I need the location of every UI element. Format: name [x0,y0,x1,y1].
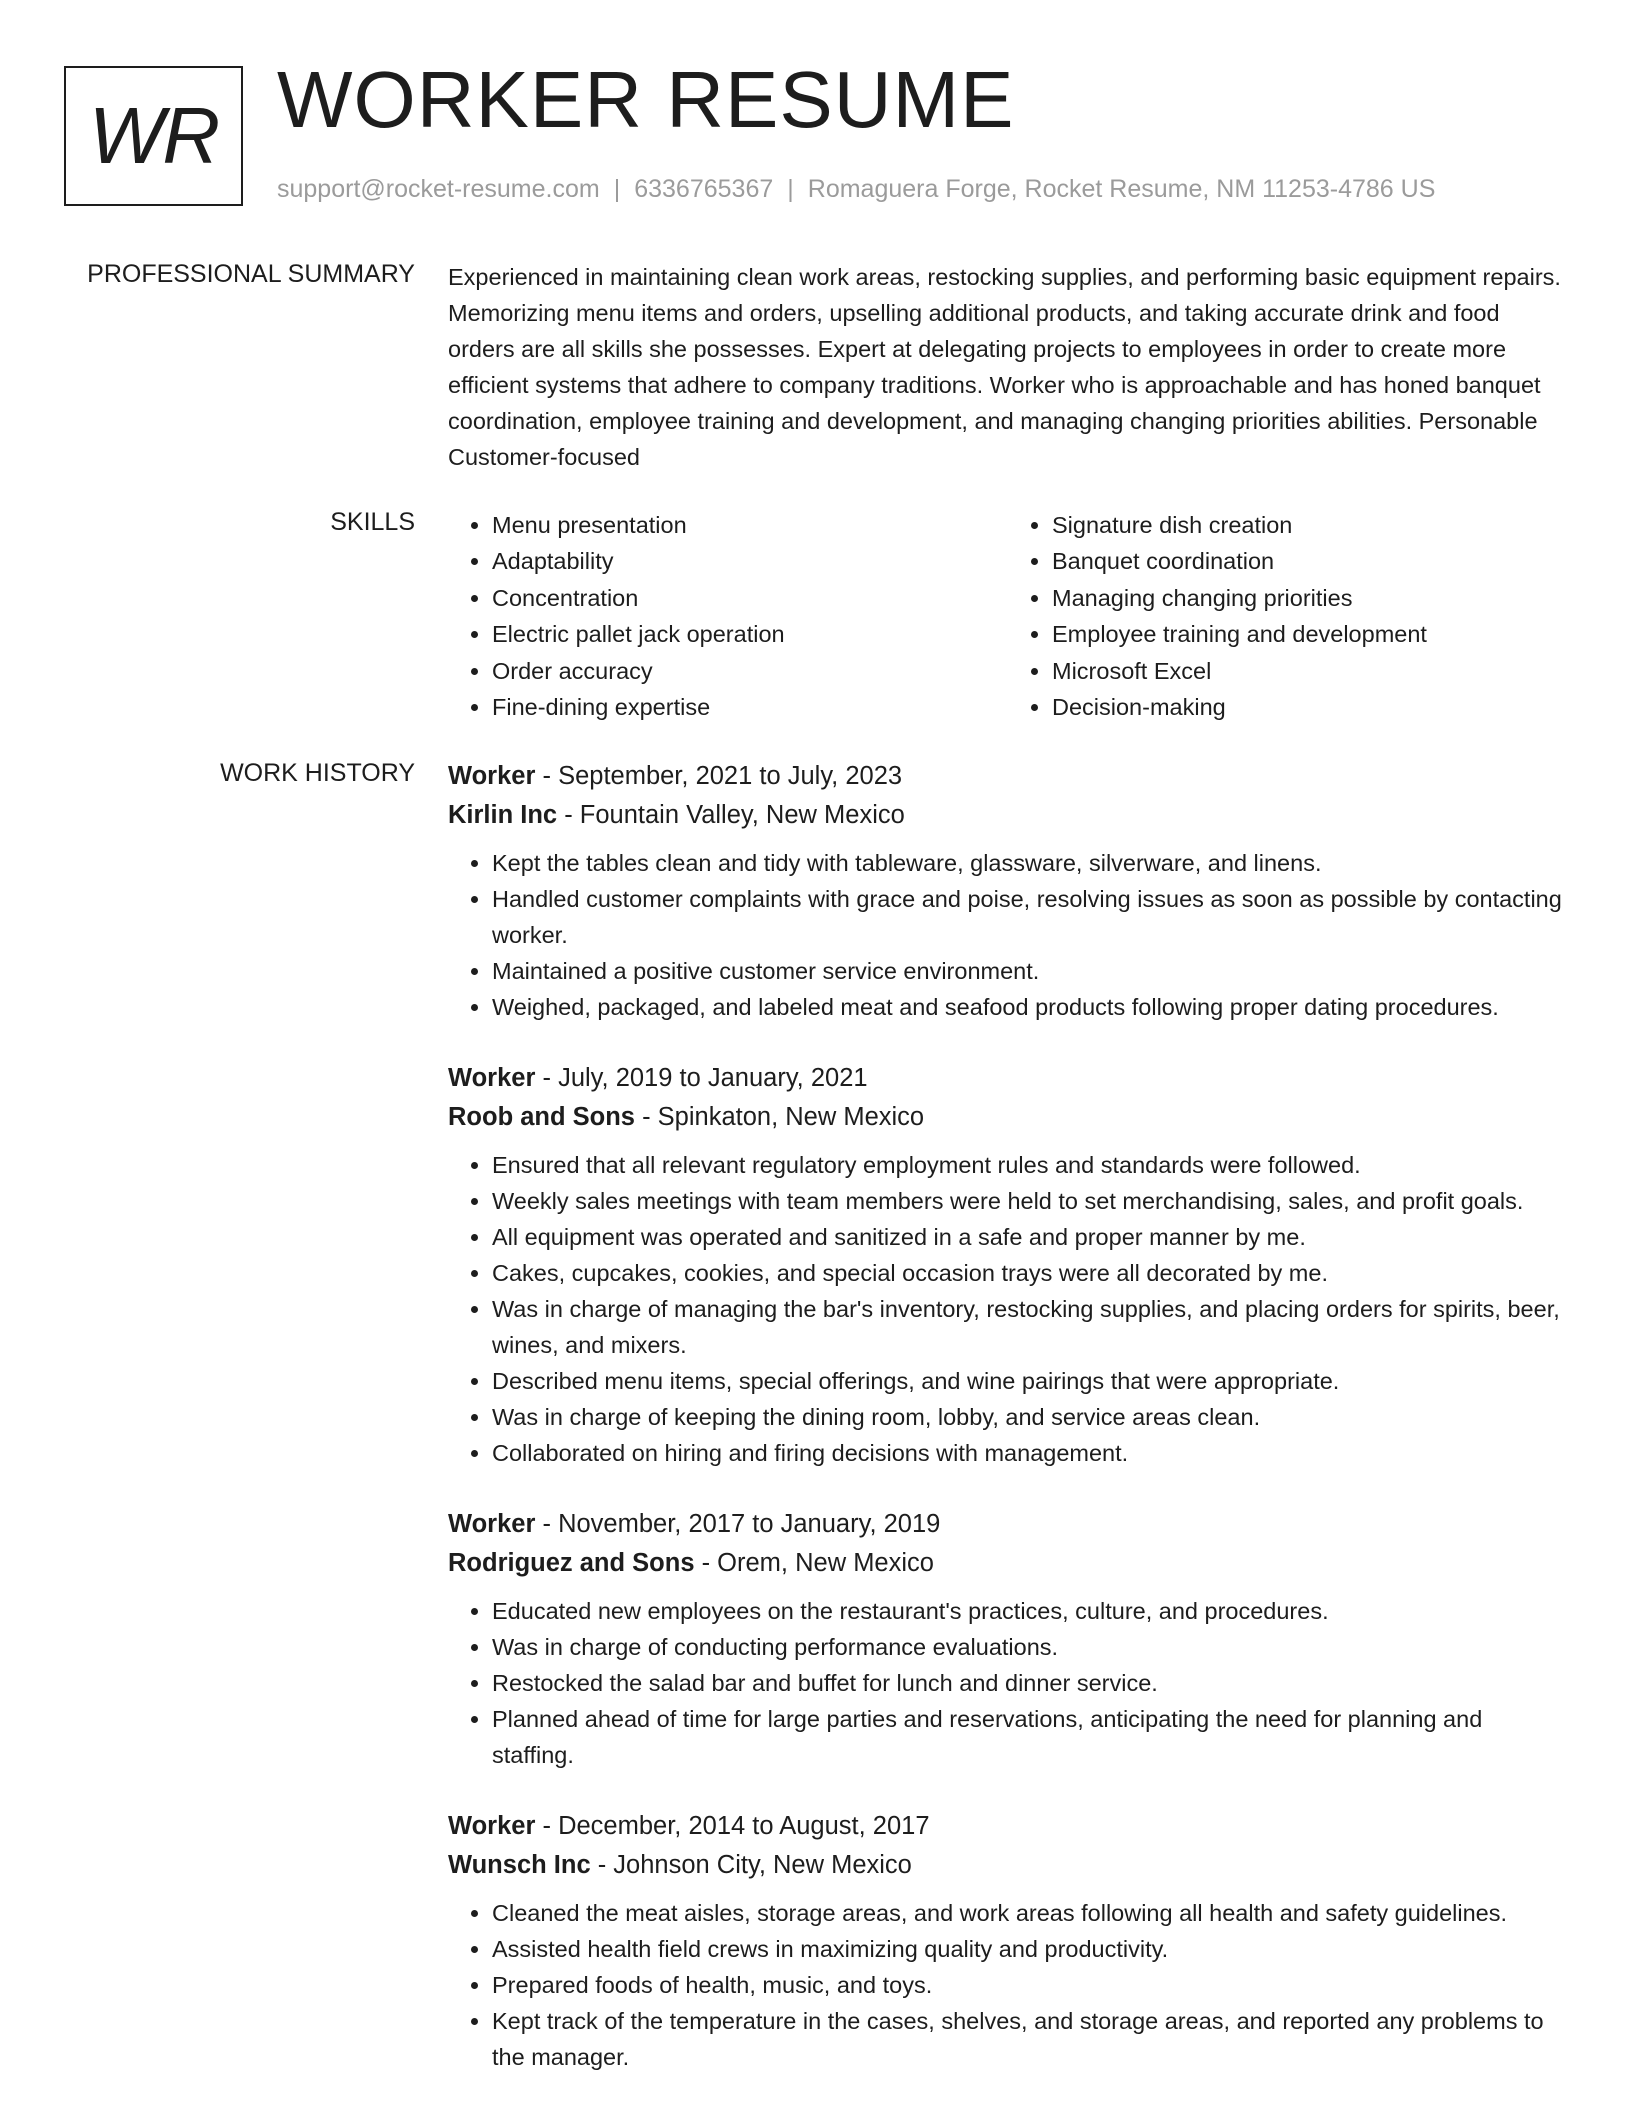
job-entry [448,1807,1568,2075]
job-bullet: • Kept track of the temperature in the cases, shelves, and storage areas, and reported any problems to the manager. [492,2003,1568,2075]
skills-column-right [1008,507,1568,725]
section-label-work-history: WORK HISTORY [220,759,415,787]
contact-phone: 6336765367 [634,175,774,203]
job-title-line [448,1059,1568,1098]
job-title: Worker [448,1510,536,1538]
job-company: Rodriguez and Sons [448,1549,695,1577]
job-company-line [448,1544,1568,1583]
job-bullet: • Cleaned the meat aisles, storage areas, and work areas following all health and safety guidelines. [492,1895,1568,1931]
job-bullet: • Educated new employees on the restaurant's practices, culture, and procedures. [492,1593,1568,1629]
job-entry [448,1505,1568,1773]
job-bullet: • Kept the tables clean and tidy with tableware, glassware, silverware, and linens. [492,845,1568,881]
contact-address: Romaguera Forge, Rocket Resume, NM 11253-4786 US [807,175,1436,203]
job-bullets [448,1593,1568,1773]
initials-monogram: WR [64,66,243,206]
job-location: - Orem, New Mexico [694,1549,934,1577]
skills-grid [448,507,1568,725]
job-bullet: • Prepared foods of health, music, and toys. [492,1967,1568,2003]
job-title: Worker [448,1812,536,1840]
job-company: Roob and Sons [448,1103,635,1131]
skill-item: • Managing changing priorities [1052,580,1568,616]
skill-item: • Order accuracy [492,653,1008,689]
job-bullet: • Cakes, cupcakes, cookies, and special occasion trays were all decorated by me. [492,1255,1568,1291]
skill-item: • Microsoft Excel [1052,653,1568,689]
contact-line [277,175,1435,204]
job-company-line [448,796,1568,835]
job-location: - Johnson City, New Mexico [590,1851,912,1879]
job-bullet: • Was in charge of managing the bar's inventory, restocking supplies, and placing orders for spirits, beer, wines, and mixers. [492,1291,1568,1363]
job-title: Worker [448,1064,536,1092]
job-dates: - November, 2017 to January, 2019 [535,1510,941,1538]
job-bullet: • Restocked the salad bar and buffet for lunch and dinner service. [492,1665,1568,1701]
skill-item: • Menu presentation [492,507,1008,543]
job-company-line [448,1098,1568,1137]
skills-column-left [448,507,1008,725]
job-bullet: • Was in charge of keeping the dining room, lobby, and service areas clean. [492,1399,1568,1435]
job-bullet: • Ensured that all relevant regulatory employment rules and standards were followed. [492,1147,1568,1183]
skills-section [448,507,1568,725]
job-bullet: • Described menu items, special offerings, and wine pairings that were appropriate. [492,1363,1568,1399]
job-bullet: • Collaborated on hiring and firing decisions with management. [492,1435,1568,1471]
skill-item: • Electric pallet jack operation [492,616,1008,652]
work-history-section [448,757,1568,2109]
job-bullets [448,845,1568,1025]
section-label-skills: SKILLS [330,508,415,536]
job-entry [448,757,1568,1025]
job-bullets [448,1147,1568,1471]
skill-item: • Employee training and development [1052,616,1568,652]
job-bullet: • Weighed, packaged, and labeled meat and seafood products following proper dating procedures. [492,989,1568,1025]
job-bullet: • Handled customer complaints with grace and poise, resolving issues as soon as possible by contacting worker. [492,881,1568,953]
job-location: - Fountain Valley, New Mexico [557,801,905,829]
job-title: Worker [448,762,536,790]
skill-item: • Fine-dining expertise [492,689,1008,725]
job-entry [448,1059,1568,1471]
job-bullet: • Planned ahead of time for large parties and reservations, anticipating the need for planning and staffing. [492,1701,1568,1773]
contact-email: support@rocket-resume.com [277,175,600,203]
summary-section [448,259,1568,475]
job-title-line [448,757,1568,796]
contact-separator: | [787,175,794,203]
job-title-line [448,1505,1568,1544]
job-bullets [448,1895,1568,2075]
skill-item: • Signature dish creation [1052,507,1568,543]
summary-text: Experienced in maintaining clean work areas, restocking supplies, and performing basic equipment repairs. Memorizing menu items and orders, upselling additional products, and taking accurate drink and food orders are all skills she possesses. Expert at delegating projects to employees in order to create more efficient systems that adhere to company traditions. Worker who is approachable and has honed banquet coordination, employee training and development, and managing changing priorities abilities. Personable Customer-focused [448,264,1561,470]
job-company: Kirlin Inc [448,801,558,829]
job-location: - Spinkaton, New Mexico [635,1103,925,1131]
section-label-summary: PROFESSIONAL SUMMARY [87,260,415,288]
contact-separator: | [613,175,621,203]
job-bullet: • All equipment was operated and sanitized in a safe and proper manner by me. [492,1219,1568,1255]
skill-item: • Adaptability [492,543,1008,579]
job-dates: - September, 2021 to July, 2023 [535,762,903,790]
job-bullet: • Was in charge of conducting performance evaluations. [492,1629,1568,1665]
skill-item: • Concentration [492,580,1008,616]
resume-name: WORKER RESUME [277,55,1015,144]
job-company-line [448,1846,1568,1885]
job-bullet: • Assisted health field crews in maximizing quality and productivity. [492,1931,1568,1967]
job-dates: - July, 2019 to January, 2021 [535,1064,868,1092]
skill-item: • Banquet coordination [1052,543,1568,579]
skill-item: • Decision-making [1052,689,1568,725]
job-dates: - December, 2014 to August, 2017 [535,1812,930,1840]
job-company: Wunsch Inc [448,1851,591,1879]
job-bullet: • Weekly sales meetings with team members were held to set merchandising, sales, and profit goals. [492,1183,1568,1219]
job-title-line [448,1807,1568,1846]
job-bullet: • Maintained a positive customer service environment. [492,953,1568,989]
